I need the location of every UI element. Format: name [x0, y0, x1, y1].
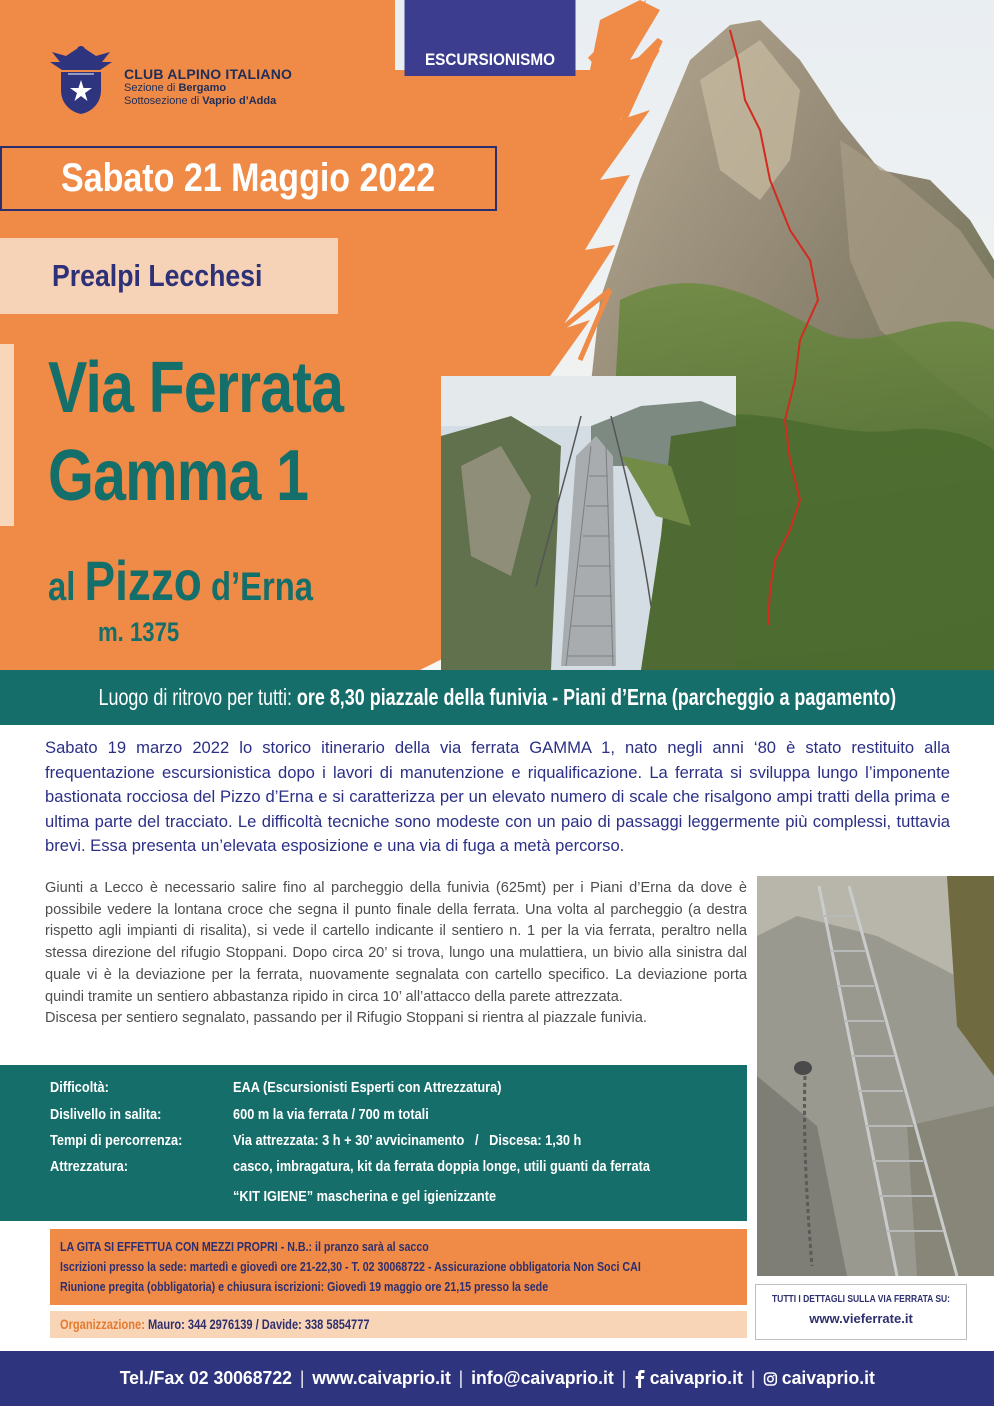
- notes-box: [50, 1229, 747, 1305]
- note-transport: LA GITA SI EFFETTUA CON MEZZI PROPRI - N.B.: il pranzo sarà al sacco: [60, 1239, 429, 1254]
- elevation-value: 600 m la via ferrata / 700 m totali: [233, 1107, 429, 1123]
- route-paragraph: Giunti a Lecco è necessario salire fino al parcheggio della funivia (625mt) per i Piani d’Erna da dove è possibile vedere la lontana croce che segna il punto finale della ferrata. Una volta al parcheggio (a destra rispetto agli impianti di risalita), si vede il cartello indicante il sentiero n. 1 per la via ferrata, peraltro nella stessa direzione del rifugio Stoppani. Dopo circa 20’ si trova, lungo una mulattiera, un bivio alla sinistra dal quale vi è la deviazione per la ferrata, nuovamente segnalata con cartello specifico. La deviazione porta quindi tramite un sentiero abbastanza ripido in circa 10’ all’attacco della parete attrezzata.: [45, 880, 747, 1005]
- technical-info: [0, 1065, 747, 1221]
- event-area: Prealpi Lecchesi: [52, 258, 263, 293]
- gear-label: Attrezzatura:: [50, 1159, 128, 1175]
- facebook-icon: [634, 1370, 646, 1388]
- intro-paragraph: Sabato 19 marzo 2022 lo storico itinerario della via ferrata GAMMA 1, nato negli anni ‘80 è stato restituito alla frequentazione escursionistica dopo i lavori di manutenzione e riqualificazione. La ferrata si sviluppa lungo l’imponente bastionata rocciosa del Pizzo d’Erna e si caratterizza per un elevato numero di scale che risalgono ampi tratti della prima e ultima parte del tracciato. Le difficoltà tecniche sono modeste con un paio di passaggi leggermente più complessi, tuttavia brevi. Essa presenta un’elevata esposizione e una via di fuga a metà percorso.: [45, 738, 950, 856]
- gear-value: casco, imbragatura, kit da ferrata doppia longe, utili guanti da ferrata: [233, 1159, 650, 1175]
- descent-paragraph: Discesa per sentiero segnalato, passando per il Rifugio Stoppani si rientra al piazzale funivia.: [45, 1010, 647, 1027]
- separator: |: [750, 1368, 755, 1388]
- ferrate-link-box: [755, 1284, 967, 1340]
- difficulty-label: Difficoltà:: [50, 1080, 109, 1096]
- difficulty-value: EAA (Escursionisti Esperti con Attrezzatura): [233, 1080, 502, 1096]
- ferrate-label: TUTTI I DETTAGLI SULLA VIA FERRATA SU:: [771, 1294, 951, 1305]
- organization-info: Organizzazione: Mauro: 344 2976139 / Davide: 338 5854777: [60, 1317, 370, 1332]
- footer-facebook-link[interactable]: caivaprio.it: [649, 1368, 743, 1388]
- event-subtitle: al Pizzo d’Erna: [48, 549, 314, 612]
- hero-section: [0, 0, 994, 670]
- hygiene-value: “KIT IGIENE” mascherina e gel igienizzante: [233, 1189, 497, 1205]
- club-subsection: Sottosezione di Vaprio d’Adda: [124, 95, 277, 107]
- organization-box: [50, 1311, 747, 1338]
- meeting-bar: [0, 670, 994, 725]
- instagram-icon: [763, 1372, 777, 1386]
- route-description: [45, 878, 747, 1030]
- club-name: CLUB ALPINO ITALIANO: [124, 66, 293, 82]
- meeting-info: Luogo di ritrovo per tutti: ore 8,30 piazzale della funivia - Piani d’Erna (parcheggio a pagamento): [98, 684, 896, 710]
- bridge-photo: [441, 376, 736, 670]
- footer-instagram-link[interactable]: caivaprio.it: [781, 1368, 875, 1388]
- footer: [0, 1351, 994, 1406]
- category-label: ESCURSIONISMO: [424, 50, 556, 69]
- category-tab: [405, 0, 576, 76]
- separator: |: [621, 1368, 626, 1388]
- club-info: [124, 66, 292, 108]
- club-section: Sezione di Bergamo: [124, 82, 227, 94]
- event-altitude: m. 1375: [98, 617, 180, 647]
- event-title-line1: Via Ferrata: [48, 348, 344, 428]
- area-box: [0, 238, 338, 314]
- note-meeting: Riunione pregita (obbligatoria) e chiusura iscrizioni: Giovedì 19 maggio ore 21,15 presso la sede: [60, 1279, 549, 1294]
- footer-contacts: [119, 1368, 874, 1389]
- ladder-photo: [757, 876, 994, 1276]
- separator: |: [458, 1368, 463, 1388]
- event-date: Sabato 21 Maggio 2022: [61, 156, 436, 200]
- elevation-label: Dislivello in salita:: [50, 1107, 162, 1123]
- ferrate-link[interactable]: www.vieferrate.it: [809, 1311, 913, 1326]
- time-value: Via attrezzata: 3 h + 30’ avvicinamento / Discesa: 1,30 h: [233, 1133, 582, 1149]
- time-label: Tempi di percorrenza:: [50, 1133, 183, 1149]
- event-date-box: [0, 146, 497, 211]
- cai-logo: [46, 42, 116, 116]
- decorative-strip: [0, 344, 14, 526]
- event-title-line2: Gamma 1: [48, 436, 309, 516]
- footer-website-link[interactable]: www.caivaprio.it: [311, 1368, 451, 1388]
- separator: |: [299, 1368, 305, 1388]
- footer-phone: Tel./Fax 02 30068722: [119, 1368, 292, 1388]
- footer-email-link[interactable]: info@caivaprio.it: [470, 1368, 614, 1388]
- note-registration: Iscrizioni presso la sede: martedì e giovedì ore 21-22,30 - T. 02 30068722 - Assicurazione obbligatoria Non Soci CAI: [60, 1259, 641, 1274]
